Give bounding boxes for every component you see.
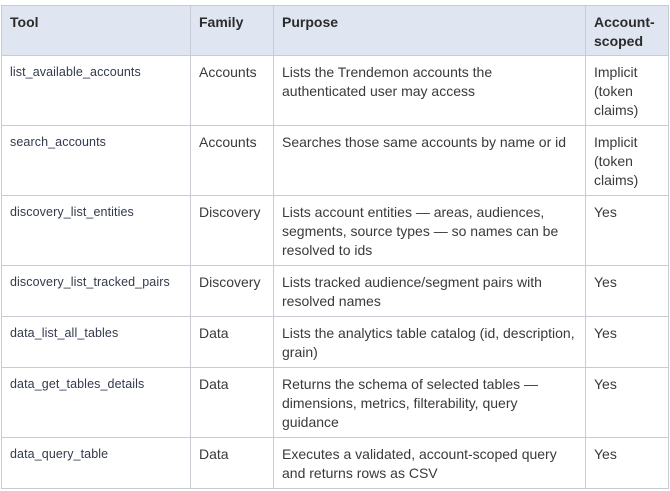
table-row [2, 368, 669, 438]
purpose-cell: Searches those same accounts by name or id [274, 126, 586, 196]
header-family: Family [191, 6, 274, 56]
family-cell: Data [191, 317, 274, 368]
family-cell: Discovery [191, 196, 274, 266]
header-account-scoped: Account-scoped [586, 6, 669, 56]
scoped-cell: Yes [586, 438, 669, 489]
table-row [2, 56, 669, 126]
family-cell: Accounts [191, 56, 274, 126]
table-row [2, 438, 669, 489]
scoped-cell: Yes [586, 368, 669, 438]
table-header-row [2, 6, 669, 56]
purpose-cell: Lists account entities — areas, audiences, segments, source types — so names can be resolved to ids [274, 196, 586, 266]
purpose-cell: Lists the analytics table catalog (id, description, grain) [274, 317, 586, 368]
family-cell: Accounts [191, 126, 274, 196]
header-purpose: Purpose [274, 6, 586, 56]
scoped-cell: Yes [586, 196, 669, 266]
table-row [2, 126, 669, 196]
tools-table [1, 5, 669, 489]
tool-cell: data_list_all_tables [2, 317, 191, 368]
tool-cell: discovery_list_entities [2, 196, 191, 266]
scoped-cell: Implicit (token claims) [586, 126, 669, 196]
family-cell: Data [191, 368, 274, 438]
scoped-cell: Yes [586, 317, 669, 368]
table-row [2, 266, 669, 317]
scoped-cell: Implicit (token claims) [586, 56, 669, 126]
purpose-cell: Lists the Trendemon accounts the authenticated user may access [274, 56, 586, 126]
purpose-cell: Returns the schema of selected tables — dimensions, metrics, filterability, query guidance [274, 368, 586, 438]
table-row [2, 196, 669, 266]
tool-cell: list_available_accounts [2, 56, 191, 126]
table-row [2, 317, 669, 368]
purpose-cell: Executes a validated, account-scoped query and returns rows as CSV [274, 438, 586, 489]
tool-cell: discovery_list_tracked_pairs [2, 266, 191, 317]
header-tool: Tool [2, 6, 191, 56]
tool-cell: data_query_table [2, 438, 191, 489]
scoped-cell: Yes [586, 266, 669, 317]
family-cell: Discovery [191, 266, 274, 317]
purpose-cell: Lists tracked audience/segment pairs with resolved names [274, 266, 586, 317]
tool-cell: data_get_tables_details [2, 368, 191, 438]
tool-cell: search_accounts [2, 126, 191, 196]
family-cell: Data [191, 438, 274, 489]
